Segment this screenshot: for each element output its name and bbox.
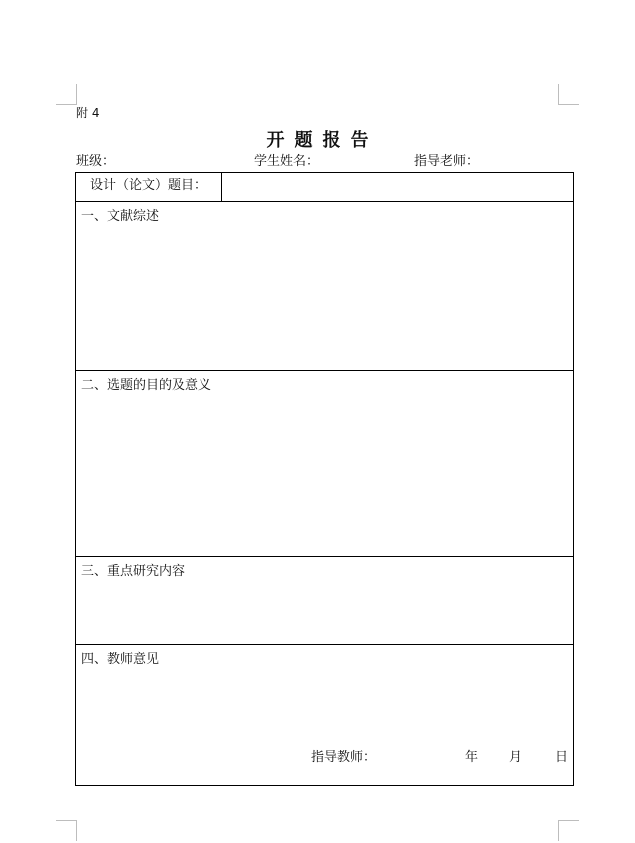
topic-row: [76, 173, 573, 202]
section-purpose-significance[interactable]: [76, 371, 573, 557]
attachment-number: 附 4: [76, 106, 100, 120]
section-key-research-content[interactable]: [76, 557, 573, 645]
topic-value-cell[interactable]: [222, 173, 573, 201]
section-heading: 四、教师意见: [81, 652, 160, 667]
year-label: 年: [465, 750, 479, 765]
topic-label: 设计（论文）题目：: [76, 173, 222, 201]
advisor-label: 指导老师：: [414, 154, 480, 169]
margin-corner-top-right: [558, 84, 579, 105]
margin-corner-bottom-right: [558, 820, 579, 841]
advisor-signature-label: 指导教师：: [311, 750, 377, 765]
section-heading: 二、选题的目的及意义: [81, 378, 212, 393]
proposal-form-table: [75, 172, 574, 786]
document-title: 开题报告: [266, 130, 379, 151]
day-label: 日: [555, 750, 569, 765]
section-heading: 一、文献综述: [81, 209, 160, 224]
margin-corner-bottom-left: [56, 820, 77, 841]
class-label: 班级：: [76, 154, 116, 169]
section-heading: 三、重点研究内容: [81, 564, 186, 579]
month-label: 月: [509, 750, 523, 765]
section-literature-review[interactable]: [76, 202, 573, 371]
margin-corner-top-left: [56, 84, 77, 105]
student-name-label: 学生姓名：: [254, 154, 320, 169]
